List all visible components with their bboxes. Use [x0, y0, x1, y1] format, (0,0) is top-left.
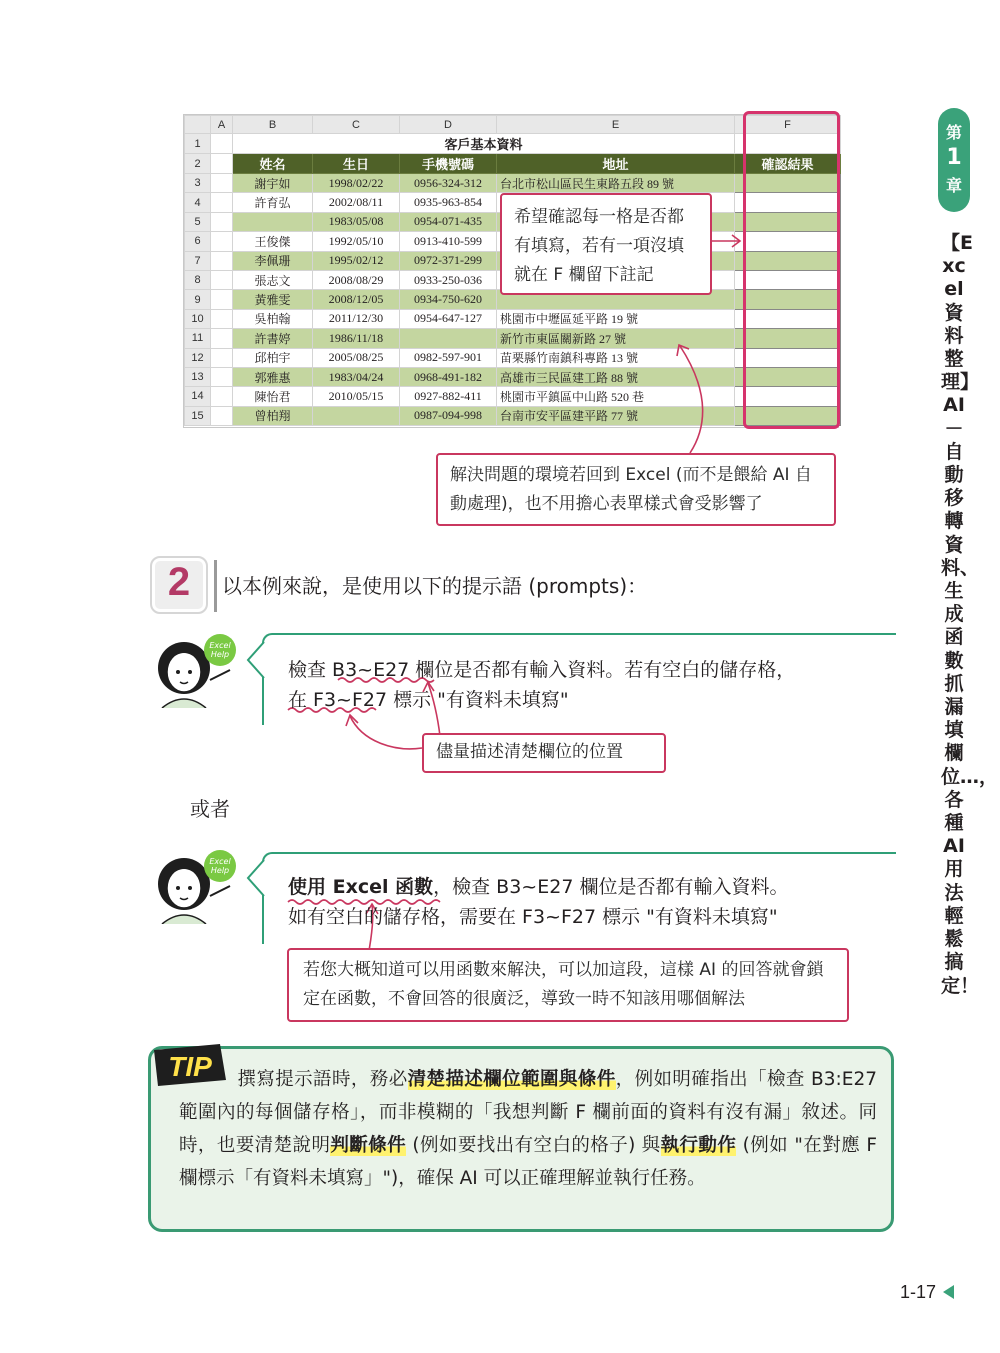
- cell-birth: 2002/08/11: [313, 193, 400, 212]
- cell-phone: 0935-963-854: [400, 193, 497, 212]
- prompt-2-line2: 如有空白的儲存格，需要在 F3~F27 標示 "有資料未填寫": [288, 906, 778, 928]
- cell-phone: 0982-597-901: [400, 348, 497, 367]
- cell-name: 陳怡君: [233, 387, 313, 406]
- cell-birth: 1983/05/08: [313, 212, 400, 231]
- cell-phone: 0933-250-036: [400, 270, 497, 289]
- callout-function: 若您大概知道可以用函數來解決，可以加這段，這樣 AI 的回答就會鎖定在函數，不會回答的很廣泛，導致一時不知該用哪個解法: [287, 948, 849, 1022]
- page-arrow-icon: [943, 1285, 954, 1299]
- cell-name: 郭雅惠: [233, 367, 313, 386]
- cell-phone: 0954-071-435: [400, 212, 497, 231]
- row-number: 15: [185, 406, 211, 425]
- col-header: A: [211, 116, 233, 134]
- cell-phone: 0913-410-599: [400, 232, 497, 251]
- callout-position: 儘量描述清楚欄位的位置: [422, 733, 666, 773]
- tip-box: [148, 1046, 894, 1232]
- cell-birth: 2008/08/29: [313, 270, 400, 289]
- cell-birth: 1995/02/12: [313, 251, 400, 270]
- mascot-icon: [152, 846, 244, 924]
- cell-name: 李佩珊: [233, 251, 313, 270]
- row-number: 13: [185, 367, 211, 386]
- cell-phone: 0987-094-998: [400, 406, 497, 425]
- cell-address: 桃園市中壢區延平路 19 號: [497, 309, 735, 328]
- mascot-badge-line1: Excel: [209, 857, 231, 866]
- cell-birth: 2005/08/25: [313, 348, 400, 367]
- row-number: 12: [185, 348, 211, 367]
- arrow-to-row11: [680, 346, 703, 453]
- header-birth: 生日: [313, 154, 400, 174]
- cell-birth: 1986/11/18: [313, 329, 400, 348]
- col-header: C: [313, 116, 400, 134]
- mascot-badge-line1: Excel: [209, 641, 231, 650]
- row-number: 8: [185, 270, 211, 289]
- tip-label: TIP: [168, 1051, 212, 1082]
- chapter-number: 1: [946, 145, 962, 170]
- cell-name: 吳柏翰: [233, 309, 313, 328]
- cell-phone: 0954-647-127: [400, 309, 497, 328]
- prompt-1-line2: 在 F3~F27 標示 "有資料未填寫": [288, 689, 569, 711]
- prompt-1-line1: 檢查 B3~E27 欄位是否都有輸入資料。若有空白的儲存格，: [288, 659, 796, 681]
- col-header: B: [233, 116, 313, 134]
- row-number: 6: [185, 232, 211, 251]
- row-number: 4: [185, 193, 211, 212]
- cell-name: 黃雅雯: [233, 290, 313, 309]
- page-number: 1-17: [900, 1282, 937, 1302]
- step-divider: [214, 560, 217, 612]
- cell-name: 王俊傑: [233, 232, 313, 251]
- prompt-pointer: [244, 640, 266, 680]
- cell-phone: 0934-750-620: [400, 290, 497, 309]
- cell-name: 邱柏宇: [233, 348, 313, 367]
- row-number: 11: [185, 329, 211, 348]
- row-number: 14: [185, 387, 211, 406]
- cell-phone: 0927-882-411: [400, 387, 497, 406]
- callout-environment: 解決問題的環境若回到 Excel (而不是餵給 AI 自動處理)，也不用擔心表單樣式會受影響了: [436, 453, 836, 526]
- header-name: 姓名: [233, 154, 313, 174]
- tip-highlight-condition: 判斷條件: [330, 1135, 407, 1156]
- prompt-2-text: [288, 872, 788, 932]
- mascot-badge-line2: Help: [210, 650, 230, 659]
- cell-birth: 1992/05/10: [313, 232, 400, 251]
- prompt-2-bold: 使用 Excel 函數: [288, 876, 434, 898]
- cell-address: 高雄市三民區建工路 88 號: [497, 367, 735, 386]
- cell-address: 苗栗縣竹南鎮科專路 13 號: [497, 348, 735, 367]
- col-header: F: [735, 116, 841, 134]
- cell-birth: 2010/05/15: [313, 387, 400, 406]
- tip-badge: [150, 1040, 230, 1090]
- cell-address: 桃園市平鎮區中山路 520 巷: [497, 387, 735, 406]
- mascot-icon: [152, 630, 244, 708]
- step-text: 以本例來說，是使用以下的提示語 (prompts)：: [222, 574, 648, 598]
- cell-birth: 1998/02/22: [313, 174, 400, 193]
- col-header: E: [497, 116, 735, 134]
- cell-birth: 1983/04/24: [313, 367, 400, 386]
- row-number: 3: [185, 174, 211, 193]
- cell-name: 許書婷: [233, 329, 313, 348]
- cell-name: 曾柏翔: [233, 406, 313, 425]
- chapter-tab: [938, 108, 970, 212]
- sheet-title: 客戶基本資料: [233, 134, 735, 154]
- cell-phone: 0956-324-312: [400, 174, 497, 193]
- cell-birth: 2011/12/30: [313, 309, 400, 328]
- cell-name: 許育弘: [233, 193, 313, 212]
- row-number: 10: [185, 309, 211, 328]
- cell-name: 張志文: [233, 270, 313, 289]
- callout-check: 希望確認每一格是否都有填寫，若有一項沒填就在 F 欄留下註記: [500, 193, 712, 295]
- step-number: 2: [167, 560, 191, 604]
- row-number: 5: [185, 212, 211, 231]
- cell-phone: 0972-371-299: [400, 251, 497, 270]
- tip-highlight-action: 執行動作: [660, 1135, 737, 1156]
- prompt-pointer: [244, 858, 266, 898]
- cell-name: 謝宇如: [233, 174, 313, 193]
- prompt-2-line1: ，檢查 B3~E27 欄位是否都有輸入資料。: [433, 876, 789, 898]
- cell-address: 新竹市東區關新路 27 號: [497, 329, 735, 348]
- header-result: 確認結果: [735, 154, 841, 174]
- cell-phone: 0968-491-182: [400, 367, 497, 386]
- tip-highlight-range: 清楚描述欄位範圍與條件: [407, 1069, 616, 1090]
- chapter-suffix: 章: [945, 176, 962, 195]
- cell-address: 台南市安平區建平路 77 號: [497, 406, 735, 425]
- row-number: 9: [185, 290, 211, 309]
- header-row: 2 姓名 生日 手機號碼 地址 確認結果: [185, 154, 841, 174]
- chapter-prefix: 第: [945, 123, 962, 142]
- header-address: 地址: [497, 154, 735, 174]
- prompt-1-text: [288, 655, 795, 715]
- tip-text: 撰寫提示語時，務必清楚描述欄位範圍與條件，例如明確指出「檢查 B3:E27 範圍內的每個儲存格」，而非模糊的「我想判斷 F 欄前面的資料有沒有漏」敘述。同時，也要清楚說明判斷條件 (例如要找出有空白的格子) 與執行動作 (例如 "在對應 F 欄標示「有資料未填寫」")，確保 AI 可以正確理解並執行任務。: [179, 1069, 877, 1189]
- col-header: D: [400, 116, 497, 134]
- chapter-title-vertical: 【Excel 資料整理】AI－自動移轉資料、生成函數抓漏填欄位…，各種 AI 用法輕鬆搞定！: [941, 232, 999, 997]
- row-number: 7: [185, 251, 211, 270]
- title-row: 1 客戶基本資料: [185, 134, 841, 154]
- or-text: 或者: [190, 797, 230, 821]
- cell-address: 台北市松山區民生東路五段 89 號: [497, 174, 735, 193]
- header-phone: 手機號碼: [400, 154, 497, 174]
- step-badge: [150, 556, 208, 614]
- cell-birth: 2008/12/05: [313, 290, 400, 309]
- mascot-badge-line2: Help: [210, 866, 230, 875]
